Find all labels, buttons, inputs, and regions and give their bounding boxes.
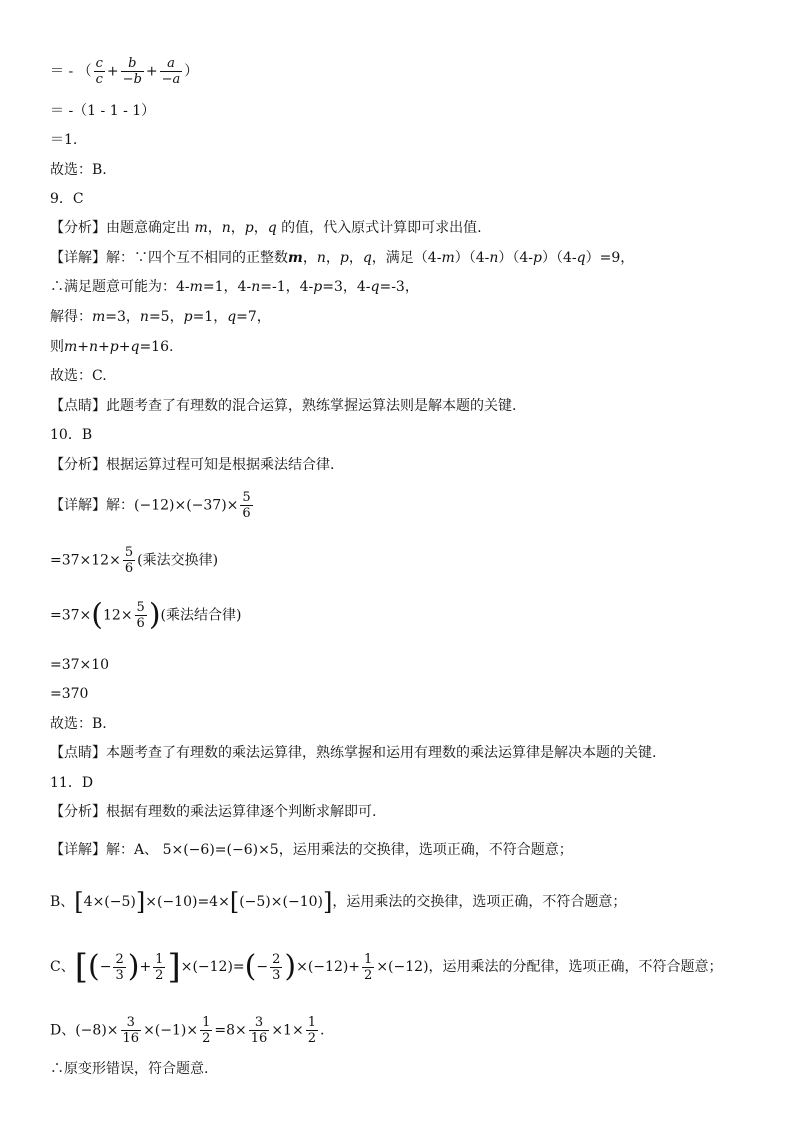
fraction-2-over-3: $\frac{2}{3}$ — [115, 951, 124, 983]
q9-detail: 【详解】解：∵四个互不相同的正整数m，n，p，q，满足（4-m）（4-n）（4-p）（4-q）=9， — [50, 250, 635, 266]
fraction-3-over-16: $\frac{3}{16}$ — [250, 1015, 268, 1046]
question-9-answer: 9．C — [50, 191, 84, 207]
q11-analysis: 【分析】根据有理数的乘法运算律逐个判断求解即可. — [50, 804, 377, 820]
line-3: ＝1. — [50, 132, 78, 148]
fraction-a-over-neg-a: $\frac{a}{-a}$ — [161, 56, 181, 87]
q9-comment: 【点睛】此题考查了有理数的混合运算，熟练掌握运算法则是解本题的关键. — [50, 398, 517, 414]
fraction-1-over-2: $\frac{1}{2}$ — [364, 951, 373, 983]
q10-detail: 【详解】解：(−12)×(−37)× $\frac{5}{6}$ — [50, 490, 251, 521]
q9-analysis: 【分析】由题意确定出 m，n，p，q 的值，代入原式计算即可求出值. — [50, 220, 482, 236]
q11-option-c: C、[(− $\frac{2}{3}$ )+ $\frac{1}{2}$ ]×(−12)=(− $\frac{2}{3}$ )×(−12)+ $\frac{1}{2}$ ×(−12)，运用乘法的分配律，选项正确，不符合题意； — [50, 947, 723, 987]
question-10-answer: 10．B — [50, 427, 93, 443]
q9-possible-values: ∴满足题意可能为：4-m=1，4-n=-1，4-p=3，4-q=-3， — [50, 279, 419, 295]
q11-option-b: B、[4×(−5)]×(−10)=4×[(−5)×(−10)]，运用乘法的交换律，选项正确，不符合题意； — [50, 888, 627, 916]
q9-choice: 故选：C. — [50, 368, 107, 384]
question-11-answer: 11．D — [50, 775, 94, 791]
fraction-1-over-2: $\frac{1}{2}$ — [155, 951, 164, 983]
fraction-1-over-2: $\frac{1}{2}$ — [202, 1015, 211, 1046]
q11-option-d: D、(−8)× $\frac{3}{16}$ ×(−1)× $\frac{1}{2}$ =8× $\frac{3}{16}$ ×1× $\frac{1}{2}$ . — [50, 1015, 325, 1046]
fraction-5-over-6: $\frac{5}{6}$ — [124, 545, 134, 576]
q10-step-3: =37×10 — [50, 657, 110, 673]
fraction-3-over-16: $\frac{3}{16}$ — [122, 1015, 140, 1046]
q10-choice: 故选：B. — [50, 716, 107, 732]
q10-step-4: =370 — [50, 686, 89, 702]
fraction-2-over-3: $\frac{2}{3}$ — [272, 951, 281, 983]
q10-analysis: 【分析】根据运算过程可知是根据乘法结合律. — [50, 457, 335, 473]
q9-sum: 则m+n+p+q=16. — [50, 339, 174, 355]
fraction-5-over-6: $\frac{5}{6}$ — [242, 490, 251, 521]
q9-solve: 解得：m=3，n=5，p=1，q=7， — [50, 309, 271, 325]
line-1-expression: ＝ - （ $\frac{c}{c}$ + $\frac{b}{-b}$ + $\frac{a}{-a}$ ） — [50, 56, 199, 87]
line-4-choice: 故选：B. — [50, 162, 107, 178]
fraction-5-over-6: $\frac{5}{6}$ — [136, 600, 145, 631]
fraction-b-over-neg-b: $\frac{b}{-b}$ — [122, 56, 142, 87]
fraction-1-over-2: $\frac{1}{2}$ — [307, 1015, 316, 1046]
line-2: ＝ -（1 - 1 - 1） — [50, 103, 156, 119]
fraction-c-over-c: $\frac{c}{c}$ — [95, 56, 103, 87]
q10-step-1: =37×12× $\frac{5}{6}$ (乘法交换律) — [50, 545, 219, 576]
q10-step-2: =37×(12× $\frac{5}{6}$ )(乘法结合律) — [50, 597, 242, 633]
q11-conclusion: ∴原变形错误，符合题意. — [50, 1061, 209, 1077]
q10-comment: 【点睛】本题考查了有理数的乘法运算律，熟练掌握和运用有理数的乘法运算律是解决本题的关键. — [50, 745, 657, 761]
q11-option-a: 【详解】解：A、 5×(−6)=(−6)×5，运用乘法的交换律，选项正确，不符合题意； — [50, 842, 573, 858]
